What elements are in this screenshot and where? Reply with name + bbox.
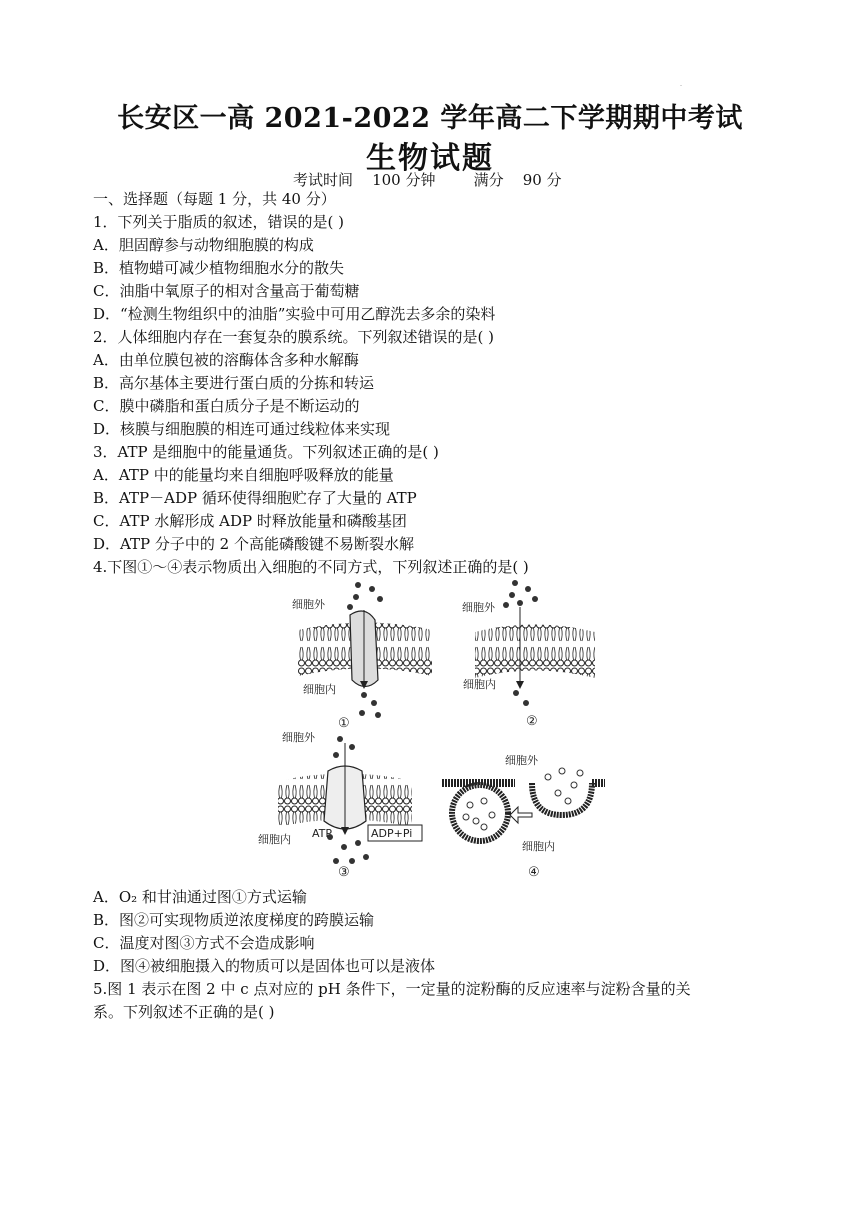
- panel-number-4: ④: [528, 865, 540, 880]
- membrane-transport-figure: [258, 575, 620, 880]
- option: B．高尔基体主要进行蛋白质的分拣和转运: [93, 374, 375, 392]
- label-inside-3: 细胞内: [258, 833, 291, 846]
- hollow-arrow-4: [510, 807, 532, 823]
- option: A．胆固醇参与动物细胞膜的构成: [93, 236, 314, 254]
- membrane-2: [475, 625, 595, 679]
- option: B．ATP－ADP 循环使得细胞贮存了大量的 ATP: [93, 489, 417, 507]
- arrowhead-3: [341, 827, 349, 835]
- subject-title: 生物试题: [366, 141, 494, 176]
- question-stem: 4.下图①～④表示物质出入细胞的不同方式，下列叙述正确的是( ): [93, 558, 529, 576]
- vesicle-4: [452, 785, 508, 841]
- question-stem-continued: 系。下列叙述不正确的是( ): [93, 1003, 275, 1021]
- exam-info: 考试时间 100 分钟 满分 90 分: [293, 171, 562, 189]
- label-inside-4: 细胞内: [522, 840, 555, 853]
- label-adp: ADP+Pi: [371, 827, 413, 840]
- question-stem: 3．ATP 是细胞中的能量通货。下列叙述正确的是( ): [93, 443, 439, 461]
- option: A．O₂ 和甘油通过图①方式运输: [93, 888, 307, 906]
- outside-particles-4: [545, 768, 583, 804]
- label-inside-1: 细胞内: [303, 683, 336, 696]
- question-stem: 1．下列关于脂质的叙述，错误的是( ): [93, 213, 345, 231]
- panel-number-1: ①: [338, 716, 350, 731]
- option: D．图④被细胞摄入的物质可以是固体也可以是液体: [93, 957, 436, 975]
- option: D．核膜与细胞膜的相连可通过线粒体来实现: [93, 420, 391, 438]
- option: B．图②可实现物质逆浓度梯度的跨膜运输: [93, 911, 375, 929]
- label-outside-1: 细胞外: [292, 598, 325, 611]
- option: C．温度对图③方式不会造成影响: [93, 934, 315, 952]
- option: A．由单位膜包被的溶酶体含多种水解酶: [93, 351, 359, 369]
- option: C．膜中磷脂和蛋白质分子是不断运动的: [93, 397, 360, 415]
- invagination-4: [532, 783, 592, 815]
- option: D．“检测生物组织中的油脂”实验中可用乙醇洗去多余的染料: [93, 305, 496, 323]
- section-heading: 一、选择题（每题 1 分，共 40 分）: [93, 190, 336, 208]
- label-inside-2: 细胞内: [463, 678, 496, 691]
- option: A．ATP 中的能量均来自细胞呼吸释放的能量: [93, 466, 394, 484]
- label-outside-4: 细胞外: [505, 754, 538, 767]
- question-stem: 5.图 1 表示在图 2 中 c 点对应的 pH 条件下，一定量的淀粉酶的反应速率与淀粉含量的关: [93, 980, 691, 998]
- option: B．植物蜡可减少植物细胞水分的散失: [93, 259, 345, 277]
- exam-title: 长安区一高 2021-2022 学年高二下学期期中考试: [117, 103, 743, 134]
- corner-mark: -: [679, 82, 682, 89]
- label-atp: ATP: [312, 827, 333, 840]
- label-outside-2: 细胞外: [462, 601, 495, 614]
- option: D．ATP 分子中的 2 个高能磷酸键不易断裂水解: [93, 535, 414, 553]
- option: C．ATP 水解形成 ADP 时释放能量和磷酸基团: [93, 512, 407, 530]
- arrowhead-2: [516, 681, 524, 689]
- label-outside-3: 细胞外: [282, 731, 315, 744]
- panel-number-2: ②: [526, 714, 538, 729]
- question-stem: 2．人体细胞内存在一套复杂的膜系统。下列叙述错误的是( ): [93, 328, 495, 346]
- option: C．油脂中氧原子的相对含量高于葡萄糖: [93, 282, 360, 300]
- panel-number-3: ③: [338, 865, 350, 880]
